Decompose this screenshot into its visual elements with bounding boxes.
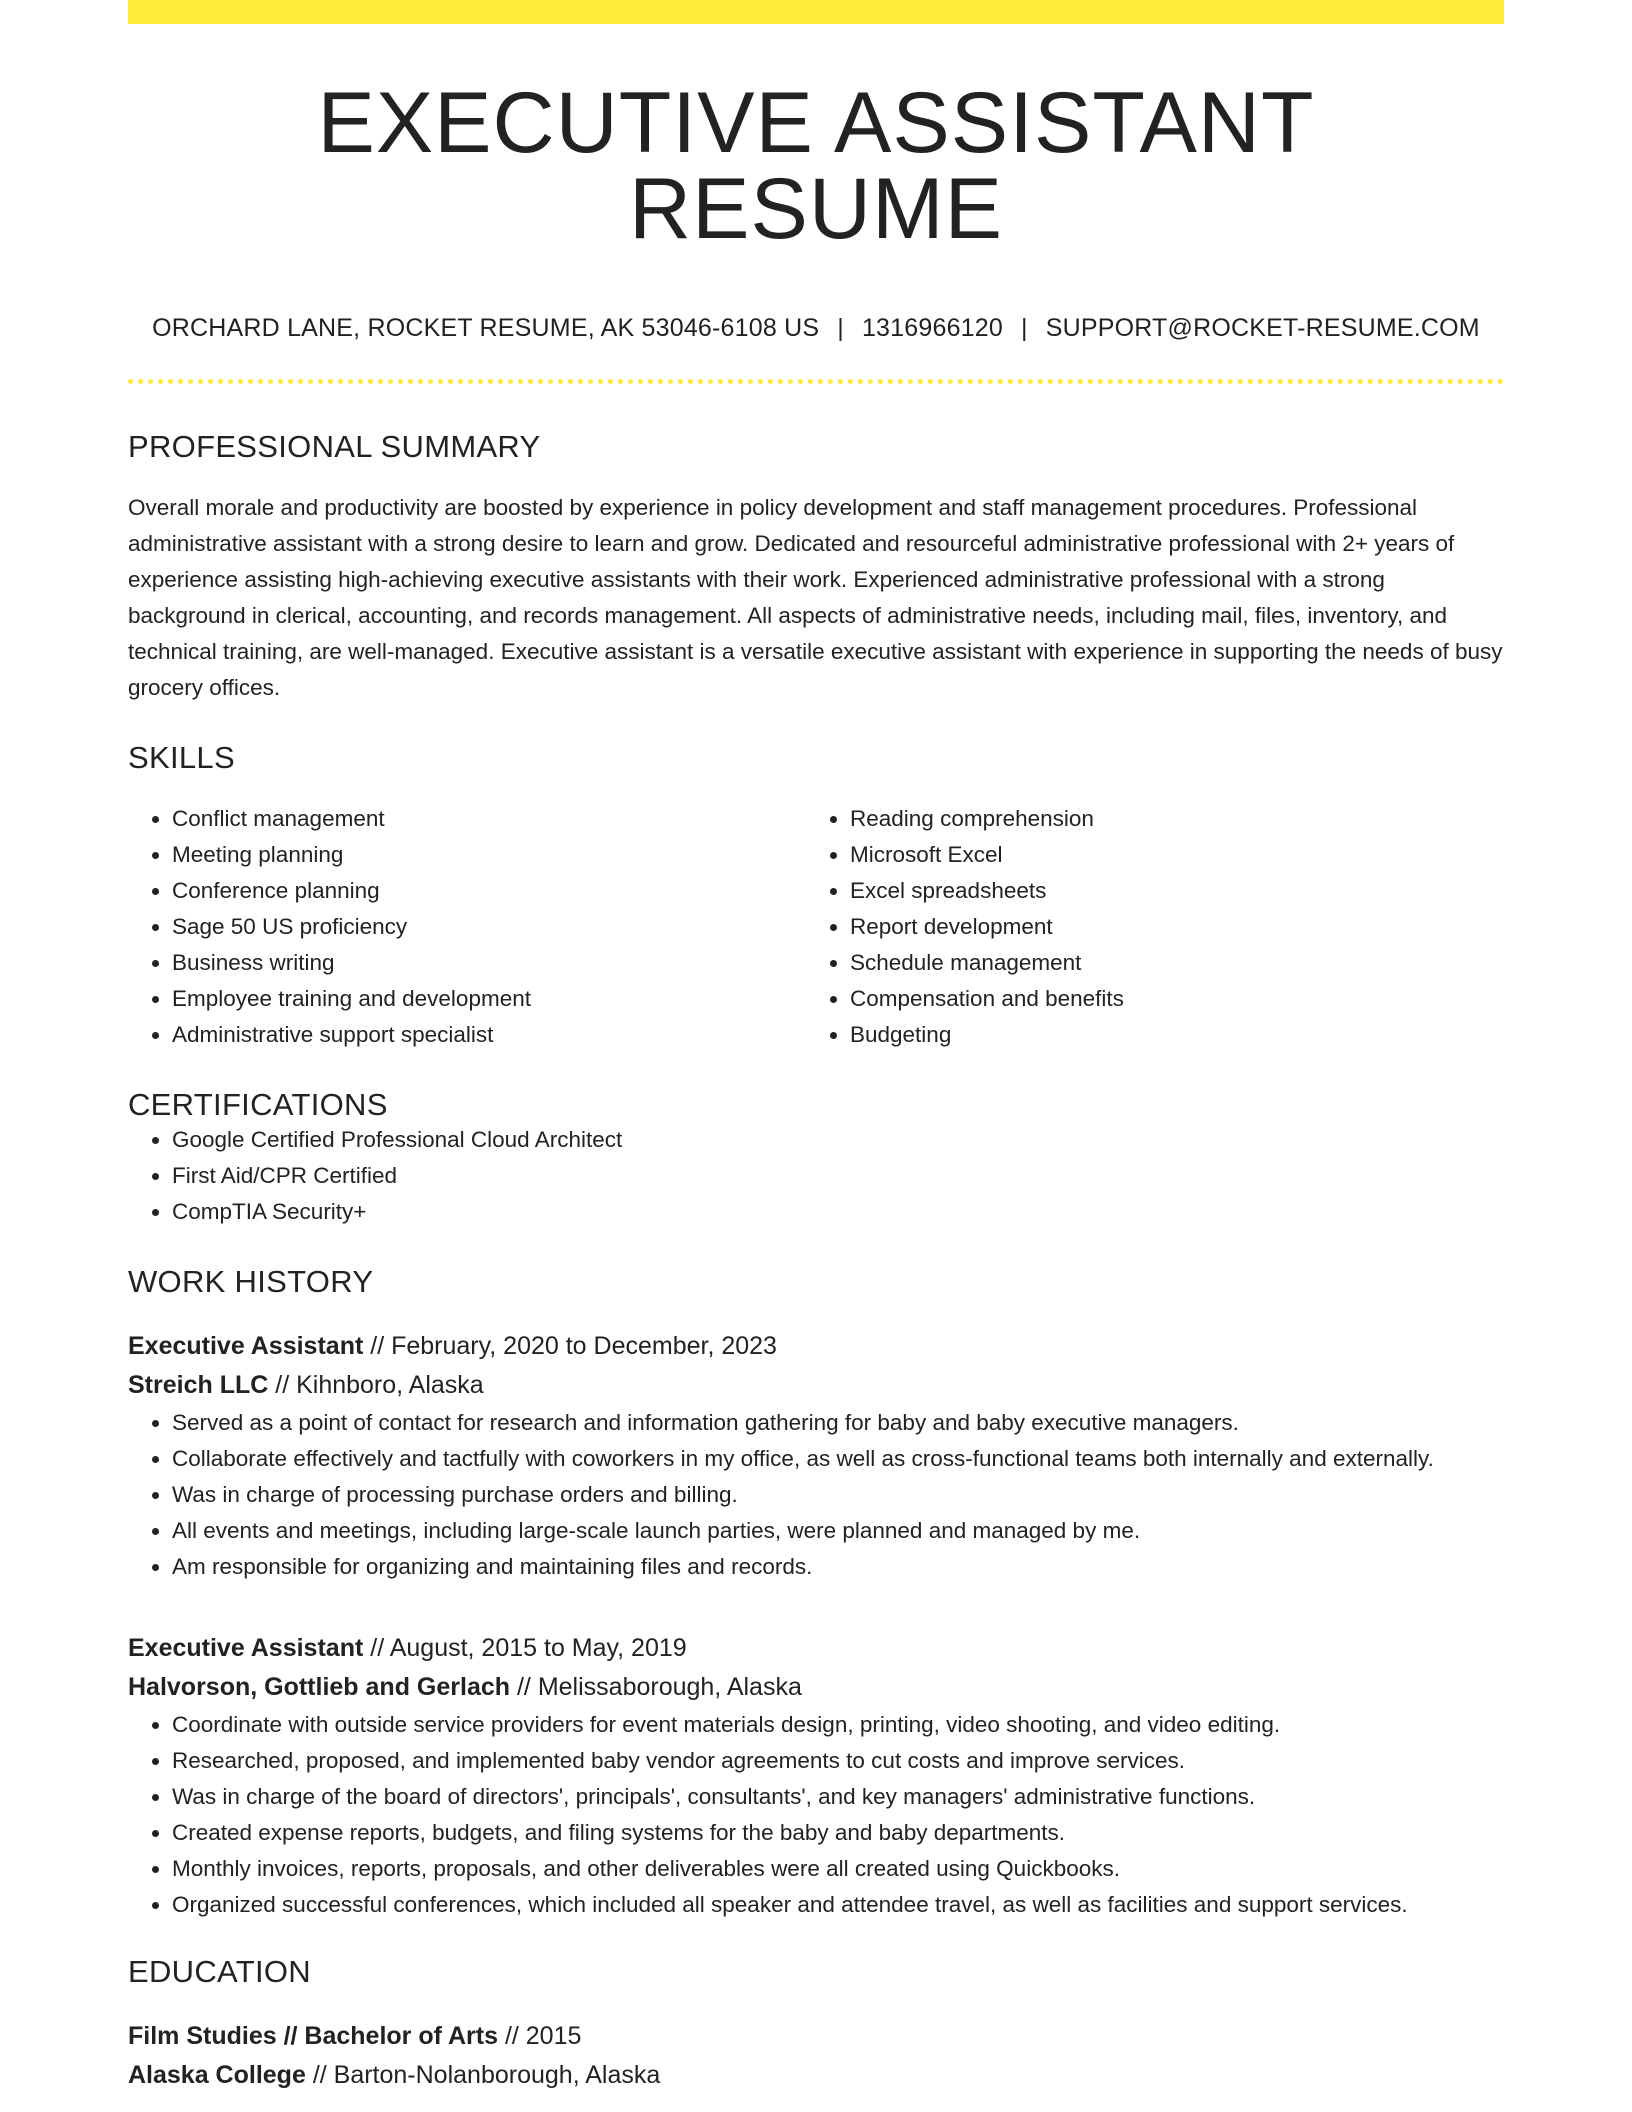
job-company-line	[128, 1668, 1504, 1707]
skills-column-left	[128, 801, 806, 1053]
responsibility-item: • Monthly invoices, reports, proposals, and other deliverables were all created using Quickbooks.	[172, 1851, 1504, 1887]
education-degree-line	[128, 2017, 1504, 2056]
accent-top-bar	[128, 0, 1504, 24]
skill-item: • Budgeting	[850, 1017, 1484, 1053]
certifications-heading: CERTIFICATIONS	[128, 1087, 388, 1123]
education-location: // Barton-Nolanborough, Alaska	[312, 2061, 661, 2090]
certifications-list	[128, 1122, 1504, 1230]
responsibility-item: • Coordinate with outside service providers for event materials design, printing, video shooting, and video editing.	[172, 1707, 1504, 1743]
certification-item: • Google Certified Professional Cloud Architect	[172, 1122, 1504, 1158]
skill-item: • Meeting planning	[172, 837, 806, 873]
skills-list-right	[806, 801, 1484, 1053]
skill-item: • Microsoft Excel	[850, 837, 1484, 873]
contact-address: ORCHARD LANE, ROCKET RESUME, AK 53046-6108 US	[152, 314, 820, 342]
education-school: Alaska College	[128, 2061, 306, 2090]
responsibility-item: • Created expense reports, budgets, and filing systems for the baby and baby departments.	[172, 1815, 1504, 1851]
skill-item: • Conflict management	[172, 801, 806, 837]
education-school-line	[128, 2056, 1504, 2095]
contact-separator: |	[837, 314, 844, 342]
job-responsibilities	[128, 1405, 1504, 1585]
job-dates: // February, 2020 to December, 2023	[370, 1332, 777, 1361]
skill-item: • Report development	[850, 909, 1484, 945]
job-location: // Melissaborough, Alaska	[516, 1673, 802, 1702]
summary-heading: PROFESSIONAL SUMMARY	[128, 429, 541, 464]
contact-line	[128, 314, 1504, 343]
skills-list-left	[128, 801, 806, 1053]
skill-item: • Schedule management	[850, 945, 1484, 981]
skill-item: • Compensation and benefits	[850, 981, 1484, 1017]
summary-text: Overall morale and productivity are boosted by experience in policy development and staff management procedures. Professional administrative assistant with a strong desire to learn and grow. Dedicated and resourceful administrative professional with 2+ years of experience assisting high-achieving executive assistants with their work. Experienced administrative professional with a strong background in clerical, accounting, and records management. All aspects of administrative needs, including mail, files, inventory, and technical training, are well-managed. Executive assistant is a versatile executive assistant with experience in supporting the needs of busy grocery offices.	[128, 495, 1503, 701]
skills-heading: SKILLS	[128, 740, 235, 776]
responsibility-item: • Organized successful conferences, which included all speaker and attendee travel, as well as facilities and support services.	[172, 1887, 1504, 1923]
responsibility-item: • Served as a point of contact for research and information gathering for baby and baby executive managers.	[172, 1405, 1504, 1441]
contact-phone: 1316966120	[861, 314, 1003, 342]
skills-grid	[128, 801, 1504, 1053]
job-location: // Kihnboro, Alaska	[275, 1371, 484, 1400]
education-year: // 2015	[504, 2022, 582, 2051]
job-company-line	[128, 1366, 1504, 1405]
skill-item: • Sage 50 US proficiency	[172, 909, 806, 945]
skill-item: • Business writing	[172, 945, 806, 981]
skills-column-right	[806, 801, 1484, 1053]
contact-separator: |	[1021, 314, 1028, 342]
skill-item: • Administrative support specialist	[172, 1017, 806, 1053]
job-entry	[128, 1629, 1504, 1923]
skill-item: • Employee training and development	[172, 981, 806, 1017]
resume-page	[128, 0, 1504, 2095]
certification-item: • CompTIA Security+	[172, 1194, 1504, 1230]
education-degree: Film Studies // Bachelor of Arts	[128, 2022, 498, 2051]
education-entry	[128, 2017, 1504, 2095]
responsibility-item: • Researched, proposed, and implemented baby vendor agreements to cut costs and improve services.	[172, 1743, 1504, 1779]
job-title-line	[128, 1629, 1504, 1668]
resume-title: EXECUTIVE ASSISTANT RESUME	[317, 75, 1315, 257]
skill-item: • Excel spreadsheets	[850, 873, 1484, 909]
job-title: Executive Assistant	[128, 1332, 364, 1361]
responsibility-item: • Collaborate effectively and tactfully with coworkers in my office, as well as cross-functional teams both internally and externally.	[172, 1441, 1504, 1477]
education-heading: EDUCATION	[128, 1954, 311, 1990]
job-title-line	[128, 1327, 1504, 1366]
skill-item: • Conference planning	[172, 873, 806, 909]
responsibility-item: • Am responsible for organizing and maintaining files and records.	[172, 1549, 1504, 1585]
responsibility-item: • Was in charge of the board of directors', principals', consultants', and key managers' administrative functions.	[172, 1779, 1504, 1815]
job-dates: // August, 2015 to May, 2019	[370, 1634, 687, 1663]
job-company: Streich LLC	[128, 1371, 269, 1400]
responsibility-item: • Was in charge of processing purchase orders and billing.	[172, 1477, 1504, 1513]
work-history-heading: WORK HISTORY	[128, 1264, 374, 1300]
job-company: Halvorson, Gottlieb and Gerlach	[128, 1673, 511, 1702]
job-responsibilities	[128, 1707, 1504, 1923]
responsibility-item: • All events and meetings, including large-scale launch parties, were planned and managed by me.	[172, 1513, 1504, 1549]
job-title: Executive Assistant	[128, 1634, 364, 1663]
certification-item: • First Aid/CPR Certified	[172, 1158, 1504, 1194]
contact-email: SUPPORT@ROCKET-RESUME.COM	[1045, 314, 1480, 342]
dotted-divider	[128, 379, 1504, 384]
job-entry	[128, 1327, 1504, 1585]
skill-item: • Reading comprehension	[850, 801, 1484, 837]
